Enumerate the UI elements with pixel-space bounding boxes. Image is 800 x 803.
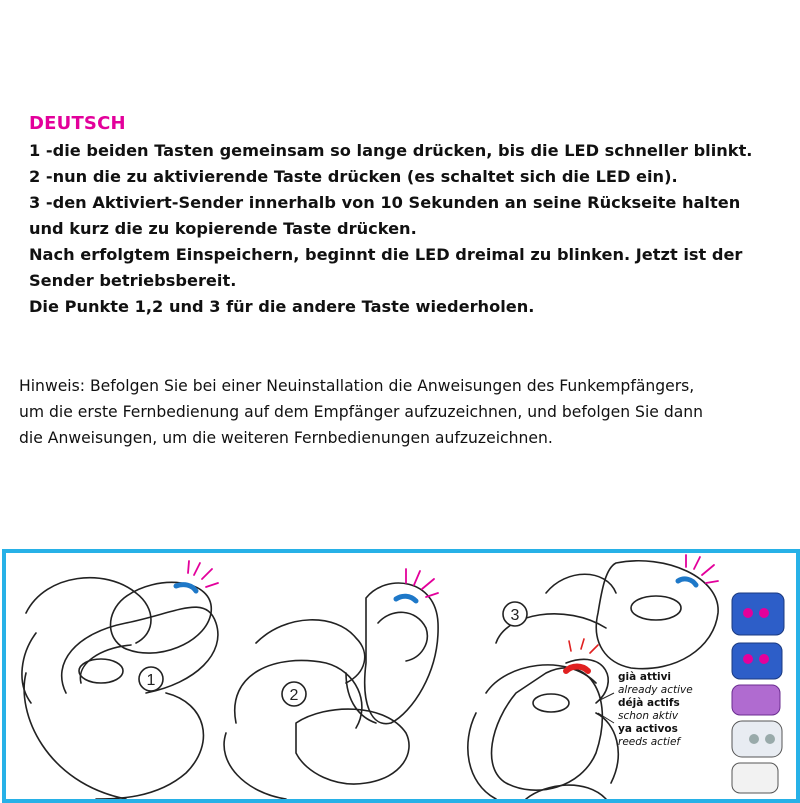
step-line: Sender betriebsbereit. (29, 271, 237, 290)
flash-icon (569, 639, 598, 653)
caption-line: reeds actief (618, 736, 681, 748)
led-blue-icon (678, 579, 696, 585)
step-line: 3 -den Aktiviert-Sender innerhalb von 10 Sekunden an seine Rückseite halten (29, 193, 741, 212)
note-line: um die erste Fernbedienung auf dem Empfänger aufzuzeichnen, und befolgen Sie dann (19, 403, 704, 421)
note-paragraph (19, 373, 794, 451)
flash-icon (406, 569, 438, 597)
step-line: Nach erfolgtem Einspeichern, beginnt die LED dreimal zu blinken. Jetzt ist der (29, 245, 743, 264)
step-line: und kurz die zu kopierende Taste drücken. (29, 219, 417, 238)
heading: DEUTSCH (29, 113, 126, 134)
caption-line: schon aktiv (618, 710, 679, 722)
caption-line: déjà actifs (618, 697, 680, 709)
note-line: Hinweis: Befolgen Sie bei einer Neuinstallation die Anweisungen des Funkempfängers, (19, 377, 695, 395)
step-number-label: 1 (146, 672, 156, 689)
led-blue-icon (396, 596, 416, 601)
hand-illustration-2 (224, 583, 438, 799)
step-number-label: 2 (289, 687, 299, 704)
led-blue-icon (176, 585, 196, 591)
caption-line: già attivi (618, 671, 672, 683)
illustration-panel (2, 549, 800, 803)
caption-line: already active (618, 684, 693, 696)
note-line: die Anweisungen, um die weiteren Fernbedienungen aufzuzeichnen. (19, 429, 553, 447)
instruction-steps (29, 138, 789, 320)
flash-icon (188, 561, 218, 587)
hand-illustration-1 (22, 578, 218, 799)
step-line: 1 -die beiden Tasten gemeinsam so lange drücken, bis die LED schneller blinkt. (29, 141, 753, 160)
step-line: 2 -nun die zu aktivierende Taste drücken (es schaltet sich die LED ein). (29, 167, 678, 186)
caption-line: ya activos (618, 723, 678, 735)
hand-illustration-3 (468, 561, 718, 799)
step-number-label: 3 (510, 607, 520, 624)
illustration-drawing (6, 553, 796, 799)
step-line: Die Punkte 1,2 und 3 für die andere Taste wiederholen. (29, 297, 535, 316)
remote-variants-strip (732, 593, 784, 793)
